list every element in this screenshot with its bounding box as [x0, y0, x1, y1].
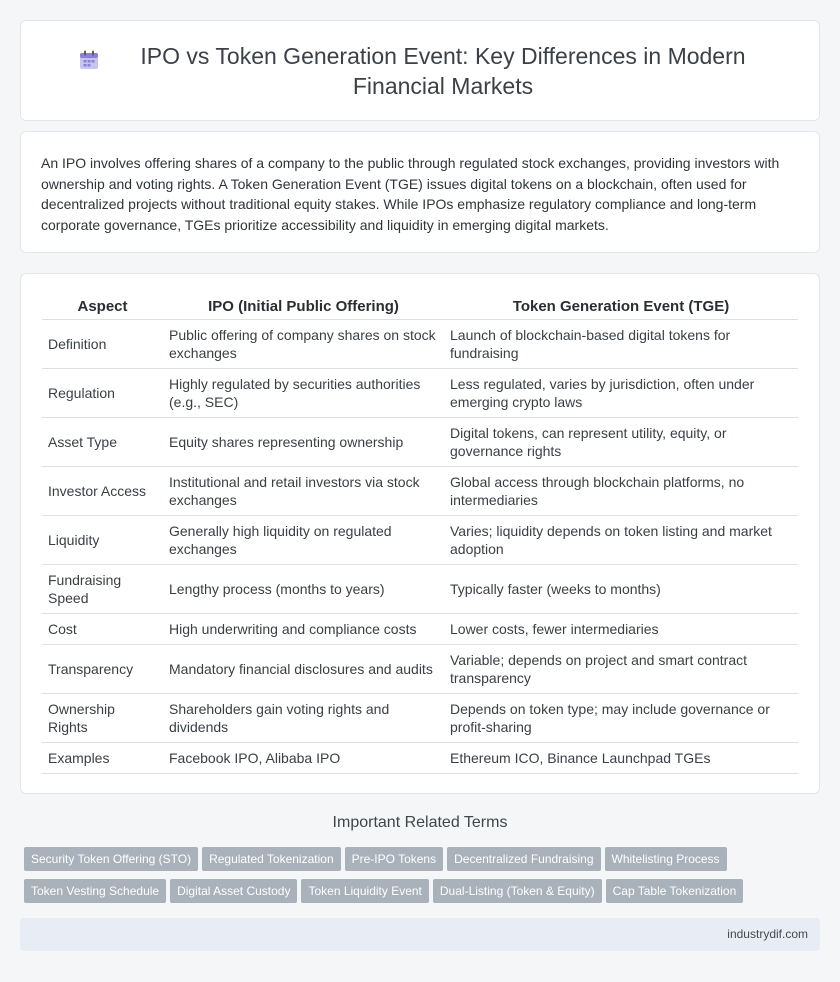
header-tge: Token Generation Event (TGE) — [444, 296, 798, 319]
row-tge: Varies; liquidity depends on token listing and market adoption — [444, 515, 798, 564]
row-aspect: Investor Access — [42, 466, 163, 515]
tag-link[interactable]: Digital Asset Custody — [170, 879, 297, 903]
row-tge: Ethereum ICO, Binance Launchpad TGEs — [444, 742, 798, 773]
calendar-icon — [77, 48, 101, 72]
row-tge: Global access through blockchain platforms, no intermediaries — [444, 466, 798, 515]
related-terms-title: Important Related Terms — [332, 814, 508, 831]
comparison-table-card — [20, 273, 820, 794]
tag-link[interactable]: Whitelisting Process — [605, 847, 727, 871]
row-aspect: Ownership Rights — [42, 693, 163, 742]
row-aspect: Cost — [42, 613, 163, 644]
tag-link[interactable]: Token Vesting Schedule — [24, 879, 166, 903]
footer-site-link[interactable]: industrydif.com — [727, 927, 808, 941]
table-row — [42, 515, 798, 564]
row-ipo: Facebook IPO, Alibaba IPO — [163, 742, 444, 773]
row-aspect: Examples — [42, 742, 163, 773]
header-aspect: Aspect — [42, 296, 163, 319]
intro-card — [20, 131, 820, 253]
row-tge: Lower costs, fewer intermediaries — [444, 613, 798, 644]
table-row — [42, 466, 798, 515]
row-ipo: Generally high liquidity on regulated exchanges — [163, 515, 444, 564]
row-aspect: Definition — [42, 319, 163, 368]
comparison-table — [42, 296, 798, 774]
tag-link[interactable]: Decentralized Fundraising — [447, 847, 600, 871]
row-aspect: Liquidity — [42, 515, 163, 564]
row-ipo: Highly regulated by securities authorities (e.g., SEC) — [163, 368, 444, 417]
table-row — [42, 564, 798, 613]
row-ipo: Institutional and retail investors via stock exchanges — [163, 466, 444, 515]
row-ipo: Mandatory financial disclosures and audits — [163, 644, 444, 693]
row-aspect: Transparency — [42, 644, 163, 693]
row-ipo: Equity shares representing ownership — [163, 417, 444, 466]
row-ipo: Shareholders gain voting rights and dividends — [163, 693, 444, 742]
table-row — [42, 417, 798, 466]
table-row — [42, 368, 798, 417]
tag-link[interactable]: Pre-IPO Tokens — [345, 847, 443, 871]
tag-link[interactable]: Dual-Listing (Token & Equity) — [433, 879, 602, 903]
row-tge: Less regulated, varies by jurisdiction, often under emerging crypto laws — [444, 368, 798, 417]
footer — [20, 918, 820, 951]
table-header-row — [42, 296, 798, 319]
row-tge: Variable; depends on project and smart contract transparency — [444, 644, 798, 693]
tag-link[interactable]: Regulated Tokenization — [202, 847, 341, 871]
row-aspect: Asset Type — [42, 417, 163, 466]
row-ipo: Public offering of company shares on stock exchanges — [163, 319, 444, 368]
table-row — [42, 613, 798, 644]
related-terms-tags — [24, 847, 824, 911]
table-row — [42, 319, 798, 368]
row-tge: Launch of blockchain-based digital tokens for fundraising — [444, 319, 798, 368]
row-tge: Typically faster (weeks to months) — [444, 564, 798, 613]
table-row — [42, 693, 798, 742]
header-card — [20, 20, 820, 121]
table-row — [42, 742, 798, 773]
intro-text: An IPO involves offering shares of a company to the public through regulated stock exchanges, providing investors with ownership and voting rights. A Token Generation Event (TGE) issues digital tokens on a blockchain, often used for decentralized projects without traditional equity stakes. While IPOs emphasize regulatory compliance and long-term corporate governance, TGEs prioritize accessibility and liquidity in emerging digital markets. — [41, 155, 780, 233]
row-tge: Depends on token type; may include governance or profit-sharing — [444, 693, 798, 742]
page-title: IPO vs Token Generation Event: Key Differences in Modern Financial Markets — [140, 42, 746, 99]
tag-link[interactable]: Token Liquidity Event — [301, 879, 428, 903]
row-ipo: High underwriting and compliance costs — [163, 613, 444, 644]
tag-link[interactable]: Security Token Offering (STO) — [24, 847, 198, 871]
header-ipo: IPO (Initial Public Offering) — [163, 296, 444, 319]
row-aspect: Regulation — [42, 368, 163, 417]
row-ipo: Lengthy process (months to years) — [163, 564, 444, 613]
tag-link[interactable]: Cap Table Tokenization — [606, 879, 744, 903]
table-row — [42, 644, 798, 693]
row-aspect: Fundraising Speed — [42, 564, 163, 613]
row-tge: Digital tokens, can represent utility, equity, or governance rights — [444, 417, 798, 466]
